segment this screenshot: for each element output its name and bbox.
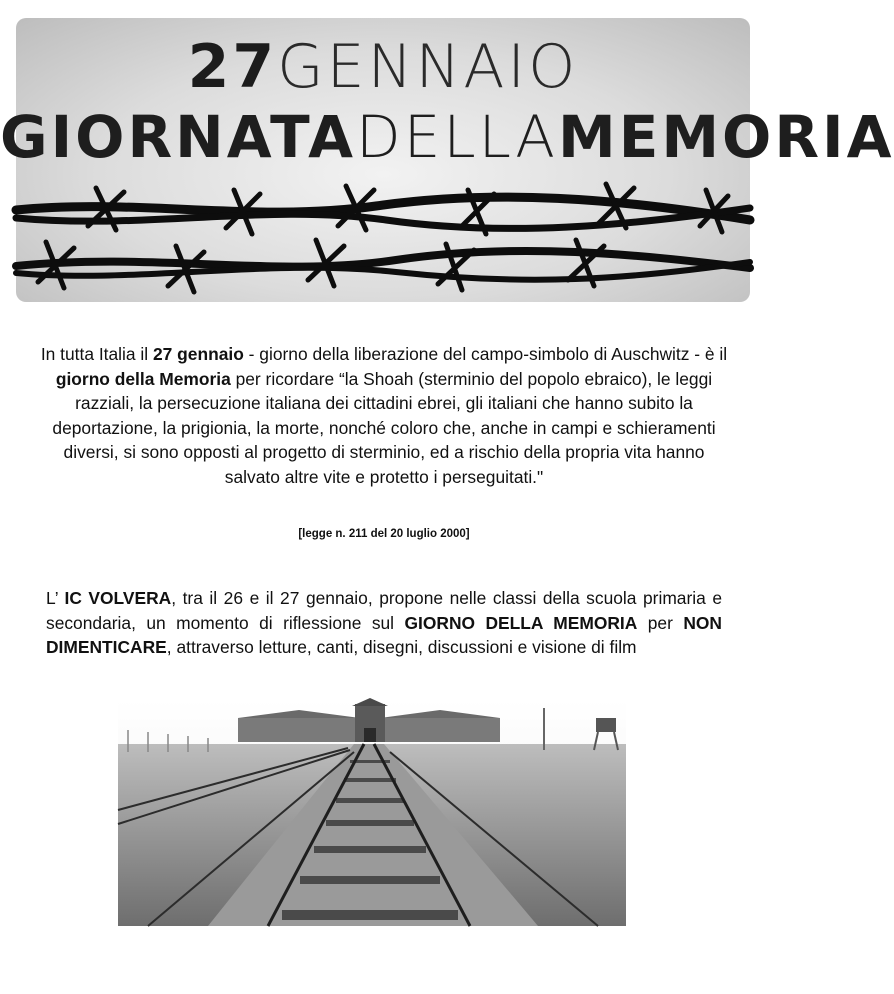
- school-paragraph: L’ IC VOLVERA, tra il 26 e il 27 gennaio, propone nelle classi della scuola primaria e secondaria, un momento di riflessione sul GIORNO DELLA MEMORIA per NON DIMENTICARE, attraverso letture, canti, disegni, discussioni e visione di film: [46, 588, 723, 657]
- banner-date: 27GENNAIO: [187, 32, 579, 102]
- law-reference: [legge n. 211 del 20 luglio 2000]: [298, 528, 470, 540]
- auschwitz-railway-photo: [118, 700, 626, 926]
- banner-title: GIORNATADELLAMEMORIA: [0, 103, 894, 171]
- barbed-wire-image: [16, 168, 750, 302]
- intro-paragraph: In tutta Italia il 27 gennaio - giorno della liberazione del campo-simbolo di Auschwitz - è il giorno della Memoria per ricordare “la Shoah (sterminio del popolo ebraico), le leggi razziali, la persecuzione italiana dei cittadini ebrei, gli italiani che hanno subito la deportazione, la prigionia, la morte, nonché coloro che, anche in campi e schieramenti diversi, si sono opposti al progetto di sterminio, ed a rischio della propria vita hanno salvato altre vite e protetto i perseguitati.": [40, 344, 728, 487]
- memorial-banner: [0, 18, 894, 302]
